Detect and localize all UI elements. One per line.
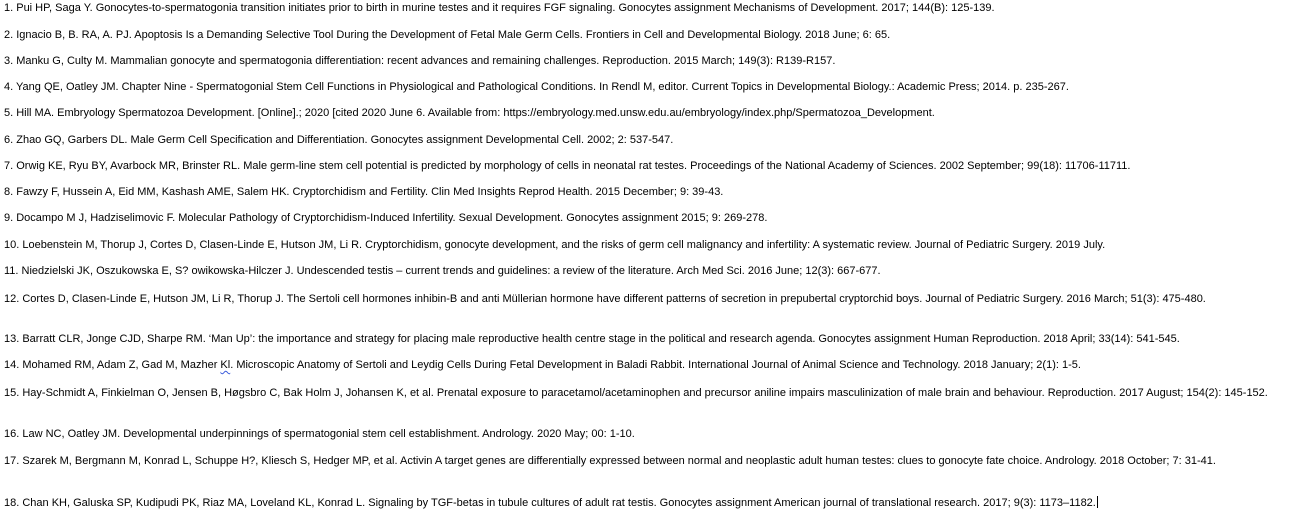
reference-item bbox=[4, 359, 1294, 372]
text-cursor bbox=[1097, 496, 1098, 508]
reference-item: 7. Orwig KE, Ryu BY, Avarbock MR, Brinster RL. Male germ-line stem cell potential is predicted by morphology of cells in neonatal rat testes. Proceedings of the National Academy of Sciences. 2002 September; 99(18): 11706-11711. bbox=[4, 160, 1131, 172]
reference-item: 10. Loebenstein M, Thorup J, Cortes D, Clasen-Linde E, Hutson JM, Li R. Cryptorchidism, gonocyte development, and the risks of germ cell malignancy and infertility: A systematic review. Journal of Pediatric Surgery. 2019 July. bbox=[4, 239, 1106, 251]
reference-item: 11. Niedzielski JK, Oszukowska E, S? owikowska-Hilczer J. Undescended testis – current trends and guidelines: a review of the literature. Arch Med Sci. 2016 June; 12(3): 667-677. bbox=[4, 265, 881, 277]
reference-item: 12. Cortes D, Clasen-Linde E, Hutson JM, Li R, Thorup J. The Sertoli cell hormones inhibin-B and anti Müllerian hormone have different patterns of secretion in prepubertal cryptorchid boys. Journal of Pediatric Surgery. 2016 March; 51(3): 475-480. bbox=[4, 293, 1206, 305]
reference-item: 5. Hill MA. Embryology Spermatozoa Development. [Online].; 2020 [cited 2020 June 6. Available from: https://embryology.med.unsw.edu.au/embryology/index.php/Spermatozoa_Development. bbox=[4, 107, 935, 119]
reference-item: 9. Docampo M J, Hadziselimovic F. Molecular Pathology of Cryptorchidism-Induced Infertility. Sexual Development. Gonocytes assignment 2015; 9: 269-278. bbox=[4, 212, 768, 224]
reference-item bbox=[4, 496, 1294, 510]
reference-item: 4. Yang QE, Oatley JM. Chapter Nine - Spermatogonial Stem Cell Functions in Physiological and Pathological Conditions. In Rendl M, editor. Current Topics in Developmental Biology.: Academic Press; 2014. p. 235-267. bbox=[4, 81, 1069, 93]
reference-item: 13. Barratt CLR, Jonge CJD, Sharpe RM. ‘Man Up’: the importance and strategy for placing male reproductive health centre stage in the political and research agenda. Gonocytes assignment Human Reproduction. 2018 April; 33(14): 541-545. bbox=[4, 333, 1180, 345]
spelling-error-word[interactable]: Kl bbox=[220, 359, 231, 371]
reference-item: 2. Ignacio B, B. RA, A. PJ. Apoptosis Is a Demanding Selective Tool During the Development of Fetal Male Germ Cells. Frontiers in Cell and Developmental Biology. 2018 June; 6: 65. bbox=[4, 29, 891, 41]
reference-text: 18. Chan KH, Galuska SP, Kudipudi PK, Riaz MA, Loveland KL, Konrad L. Signaling by TGF-betas in tubule cultures of adult rat testis. Gonocytes assignment American journal of translational research. 2017; 9(3): 1173–1182. bbox=[4, 497, 1096, 509]
reference-item: 17. Szarek M, Bergmann M, Konrad L, Schuppe H?, Kliesch S, Hedger MP, et al. Activin A target genes are differentially expressed between normal and neoplastic adult human testes: clues to gonocyte fate choice. Andrology. 2018 October; 7: 31-41. bbox=[4, 455, 1216, 467]
reference-item: 16. Law NC, Oatley JM. Developmental underpinnings of spermatogonial stem cell establishment. Andrology. 2020 May; 00: 1-10. bbox=[4, 428, 635, 440]
reference-item: 6. Zhao GQ, Garbers DL. Male Germ Cell Specification and Differentiation. Gonocytes assignment Developmental Cell. 2002; 2: 537-547. bbox=[4, 134, 674, 146]
reference-item: 1. Pui HP, Saga Y. Gonocytes-to-spermatogonia transition initiates prior to birth in murine testes and it requires FGF signaling. Gonocytes assignment Mechanisms of Development. 2017; 144(B): 125-139. bbox=[4, 2, 995, 14]
reference-text: 14. Mohamed RM, Adam Z, Gad M, Mazher bbox=[4, 359, 221, 371]
reference-item: 8. Fawzy F, Hussein A, Eid MM, Kashash AME, Salem HK. Cryptorchidism and Fertility. Clin Med Insights Reprod Health. 2015 December; 9: 39-43. bbox=[4, 186, 724, 198]
reference-text: . Microscopic Anatomy of Sertoli and Leydig Cells During Fetal Development in Baladi Rabbit. International Journal of Animal Science and Technology. 2018 January; 2(1): 1-5. bbox=[230, 359, 1081, 371]
reference-item: 15. Hay-Schmidt A, Finkielman O, Jensen B, Høgsbro C, Bak Holm J, Johansen K, et al. Prenatal exposure to paracetamol/acetaminophen and precursor aniline impairs masculinization of male brain and behaviour. Reproduction. 2017 August; 154(2): 145-152. bbox=[4, 387, 1268, 399]
reference-item: 3. Manku G, Culty M. Mammalian gonocyte and spermatogonia differentiation: recent advances and remaining challenges. Reproduction. 2015 March; 149(3): R139-R157. bbox=[4, 55, 836, 67]
